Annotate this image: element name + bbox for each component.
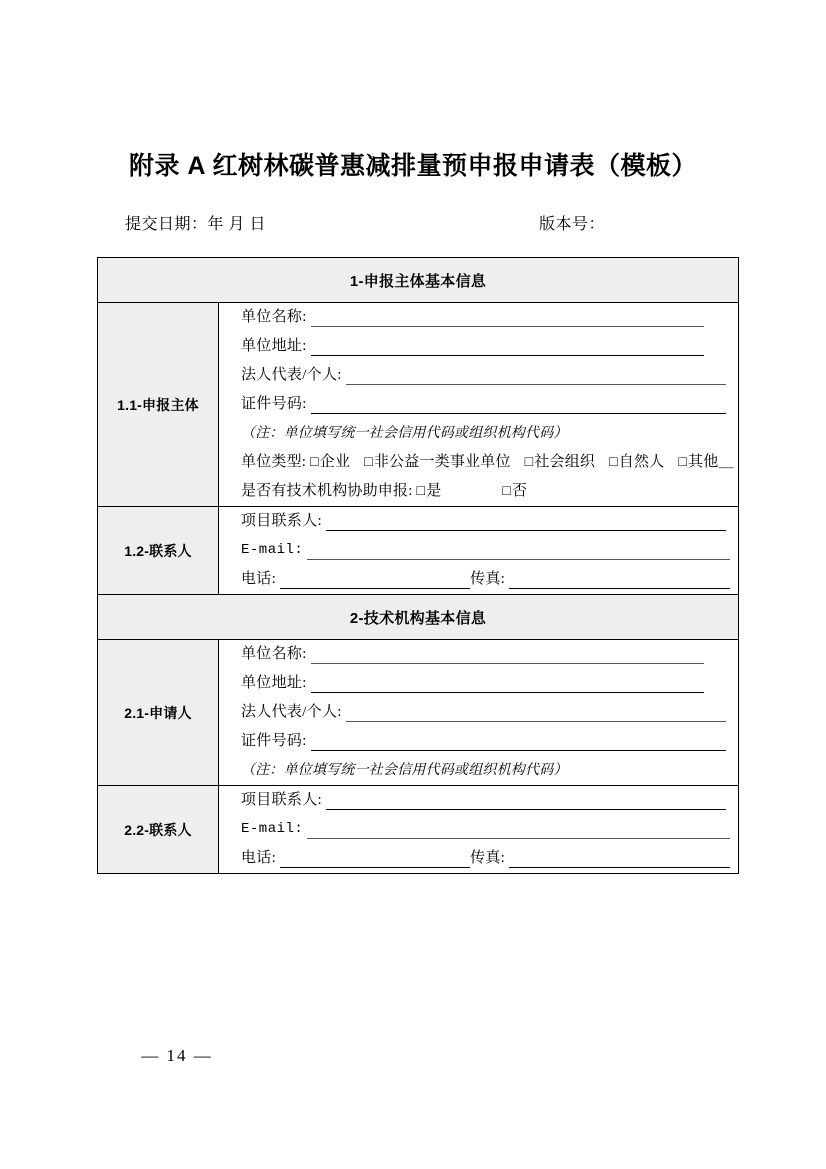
input-rule-fax[interactable]: [509, 867, 730, 868]
field-label: 单位名称:: [241, 646, 307, 662]
checkbox-option-other[interactable]: [678, 454, 733, 470]
option-label: 社会组织: [534, 454, 596, 470]
input-rule-legal-representative[interactable]: [346, 721, 726, 722]
checkbox-icon: □: [678, 455, 688, 470]
checkbox-option-yes[interactable]: [417, 483, 442, 499]
table-row: [98, 786, 739, 874]
row-label-1-1: 1.1-申报主体: [98, 303, 219, 507]
field-unit-name[interactable]: [219, 303, 738, 332]
tech-assistance-label: 是否有技术机构协助申报:: [241, 483, 413, 499]
table-row: [98, 258, 739, 303]
row-label-2-2: 2.2-联系人: [98, 786, 219, 874]
version-number-label: 版本号：: [539, 216, 606, 233]
input-rule-email[interactable]: [307, 559, 730, 560]
field-label: 单位地址:: [241, 675, 307, 691]
field-label-fax: 传真:: [470, 850, 506, 866]
submit-date-label: 提交日期：年 月 日: [125, 216, 267, 233]
checkbox-icon: □: [310, 455, 319, 470]
field-unit-address[interactable]: [219, 669, 738, 698]
checkbox-option-enterprise[interactable]: [310, 454, 350, 470]
field-email[interactable]: [219, 536, 738, 565]
field-id-number[interactable]: [219, 390, 738, 419]
row-body-1-1: [219, 303, 739, 507]
field-label: 证件号码:: [241, 733, 307, 749]
input-rule-email[interactable]: [307, 838, 730, 839]
field-label: 证件号码:: [241, 396, 307, 412]
field-label-phone: 电话:: [241, 850, 277, 866]
field-project-contact[interactable]: [219, 786, 738, 815]
option-label: 否: [512, 483, 528, 499]
table-row: [98, 507, 739, 595]
input-rule-unit-name[interactable]: [311, 663, 704, 664]
option-label: 非公益一类事业单位: [373, 454, 511, 470]
option-label: 企业: [319, 454, 351, 470]
field-id-number[interactable]: [219, 727, 738, 756]
option-label: 自然人: [618, 454, 665, 470]
input-rule-unit-address[interactable]: [311, 355, 704, 356]
checkbox-option-natural-person[interactable]: [609, 454, 664, 470]
section-header-1: 1-申报主体基本信息: [98, 258, 739, 303]
field-label: E-mail:: [241, 821, 304, 837]
row-body-1-2: [219, 507, 739, 595]
table-row: [98, 595, 739, 640]
input-rule-project-contact[interactable]: [326, 530, 726, 531]
field-label: 法人代表/个人:: [241, 704, 342, 720]
field-label-fax: 传真:: [470, 571, 506, 587]
field-phone-fax[interactable]: [219, 844, 738, 873]
application-form-table: [97, 257, 739, 874]
input-rule-phone[interactable]: [280, 588, 470, 589]
input-rule-legal-representative[interactable]: [346, 384, 726, 385]
field-legal-representative[interactable]: [219, 361, 738, 390]
checkbox-option-noncommercial-institution[interactable]: [364, 454, 510, 470]
field-label: E-mail:: [241, 542, 304, 558]
document-meta-row: [97, 211, 742, 235]
row-body-2-2: [219, 786, 739, 874]
field-phone-fax[interactable]: [219, 565, 738, 594]
checkbox-icon: □: [609, 455, 618, 470]
page-number: — 14 —: [141, 1046, 213, 1065]
checkbox-icon: □: [416, 484, 426, 499]
page-title: 附录 A 红树林碳普惠减排量预申报申请表（模板）: [128, 152, 698, 180]
field-unit-address[interactable]: [219, 332, 738, 361]
field-unit-name[interactable]: [219, 640, 738, 669]
field-label: 单位名称:: [241, 309, 307, 325]
field-label-phone: 电话:: [241, 571, 277, 587]
table-row: [98, 640, 739, 786]
id-number-note: （注：单位填写统一社会信用代码或组织机构代码）: [241, 426, 568, 441]
option-label: 是: [426, 483, 442, 499]
unit-type-label: 单位类型:: [241, 454, 307, 470]
input-rule-unit-name[interactable]: [311, 326, 704, 327]
input-rule-fax[interactable]: [509, 588, 730, 589]
field-label: 项目联系人:: [241, 792, 322, 808]
tech-assistance-options-row: [219, 477, 738, 506]
field-label: 单位地址:: [241, 338, 307, 354]
table-row: [98, 303, 739, 507]
id-number-note: （注：单位填写统一社会信用代码或组织机构代码）: [241, 763, 568, 778]
row-body-2-1: [219, 640, 739, 786]
section-header-2: 2-技术机构基本信息: [98, 595, 739, 640]
field-legal-representative[interactable]: [219, 698, 738, 727]
input-rule-id-number[interactable]: [311, 750, 726, 751]
option-label: 其他＿: [688, 454, 734, 470]
field-project-contact[interactable]: [219, 507, 738, 536]
unit-type-options-row: [219, 448, 738, 477]
field-label: 项目联系人:: [241, 513, 322, 529]
row-label-2-1: 2.1-申请人: [98, 640, 219, 786]
input-rule-id-number[interactable]: [311, 413, 726, 414]
checkbox-icon: □: [524, 455, 534, 470]
checkbox-icon: □: [364, 455, 373, 470]
checkbox-option-social-organization[interactable]: [525, 454, 595, 470]
field-label: 法人代表/个人:: [241, 367, 342, 383]
checkbox-option-no[interactable]: [502, 483, 527, 499]
row-label-1-2: 1.2-联系人: [98, 507, 219, 595]
checkbox-icon: □: [502, 484, 512, 499]
input-rule-project-contact[interactable]: [326, 809, 726, 810]
field-email[interactable]: [219, 815, 738, 844]
input-rule-phone[interactable]: [280, 867, 470, 868]
input-rule-unit-address[interactable]: [311, 692, 704, 693]
